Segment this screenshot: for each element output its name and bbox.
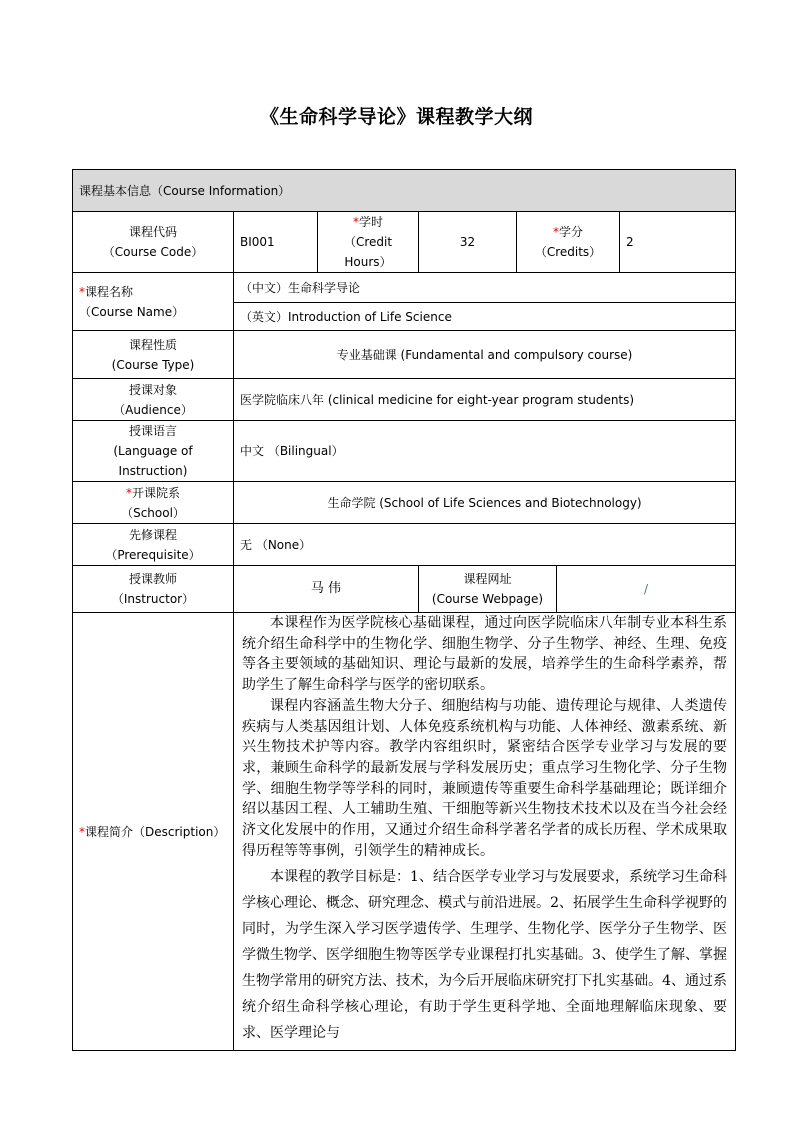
required-mark: * <box>352 215 359 229</box>
credit-hours-label <box>318 212 419 273</box>
instructor-label-cn: 授课教师 <box>128 572 177 586</box>
required-mark: * <box>125 485 132 500</box>
instructor-label <box>73 566 234 613</box>
school-label <box>73 482 234 524</box>
audience-label-en: （Audience） <box>113 402 193 417</box>
course-code-label-en: （Course Code） <box>102 245 204 259</box>
course-type-label <box>73 331 234 379</box>
audience-value: 医学院临床八年 (clinical medicine for eight-year program students) <box>234 379 736 421</box>
audience-label <box>73 379 234 421</box>
course-type-value: 专业基础课 (Fundamental and compulsory course) <box>234 331 736 379</box>
page-title: 《生命科学导论》课程教学大纲 <box>259 106 533 128</box>
course-type-label-en: (Course Type) <box>111 357 195 372</box>
course-info-header: 课程基本信息（Course Information） <box>73 170 736 212</box>
required-mark: * <box>79 824 85 839</box>
course-name-label <box>73 273 234 331</box>
webpage-value: / <box>557 566 736 613</box>
credit-hours-value: 32 <box>419 212 517 273</box>
course-code-label <box>73 212 234 273</box>
description-content <box>234 613 736 1051</box>
credits-label-en: （Credits） <box>534 245 602 259</box>
course-info-table <box>72 169 736 1051</box>
required-mark: * <box>79 284 85 299</box>
webpage-label-en: (Course Webpage) <box>431 592 544 606</box>
school-label-en: （School） <box>121 505 185 520</box>
prerequisite-label-cn: 先修课程 <box>128 527 177 542</box>
language-label-en: (Language of Instruction) <box>113 444 193 478</box>
webpage-label <box>419 566 557 613</box>
credits-label-cn: 学分 <box>558 225 583 239</box>
description-paragraph: 本课程的教学目标是：1、结合医学专业学习与发展要求，系统学习生命科学核心理论、概念、研究理念、模式与前沿进展。2、拓展学生生命科学视野的同时，为学生深入学习医学遗传学、生理学、生物化学、医学分子生物学、医学微生物学、医学细胞生物等医学专业课程打扎实基础。3、使学生了解、掌握生物学常用的研究方法、技术，为今后开展临床研究打下扎实基础。4、通过系统介绍生命科学核心理论，有助于学生更科学地、全面地理解临床现象、要求、医学理论与 <box>242 869 728 1042</box>
language-label-cn: 授课语言 <box>128 424 177 438</box>
credits-value: 2 <box>620 212 736 273</box>
instructor-label-en: （Instructor） <box>111 592 195 606</box>
course-name-cn: （中文）生命科学导论 <box>234 273 736 303</box>
credits-label <box>517 212 620 273</box>
course-code-value: BI001 <box>234 212 318 273</box>
course-name-en: （英文）Introduction of Life Science <box>234 303 736 331</box>
school-label-cn: 开课院系 <box>131 485 180 500</box>
instructor-value: 马 伟 <box>234 566 419 613</box>
webpage-label-cn: 课程网址 <box>463 572 512 586</box>
description-label <box>73 613 234 1051</box>
description-label-text: 课程简介（Description） <box>85 824 226 839</box>
credit-hours-label-cn: 学时 <box>358 215 383 229</box>
course-name-label-cn: 课程名称 <box>85 284 134 299</box>
prerequisite-value: 无 （None） <box>234 524 736 566</box>
course-name-label-en: （Course Name） <box>79 304 185 319</box>
language-value: 中文 （Bilingual） <box>234 421 736 482</box>
credit-hours-label-en: （Credit Hours） <box>343 235 393 269</box>
prerequisite-label-en: （Prerequisite） <box>105 547 201 562</box>
audience-label-cn: 授课对象 <box>128 382 177 397</box>
language-label <box>73 421 234 482</box>
course-type-label-cn: 课程性质 <box>128 337 177 352</box>
prerequisite-label <box>73 524 234 566</box>
course-code-label-cn: 课程代码 <box>128 225 177 239</box>
school-value: 生命学院 (School of Life Sciences and Biotechnology) <box>234 482 736 524</box>
required-mark: * <box>552 225 559 239</box>
description-paragraph: 本课程作为医学院核心基础课程，通过向医学院临床八年制专业本科生系统介绍生命科学中的生物化学、细胞生物学、分子生物学、神经、生理、免疫等各主要领域的基础知识、理论与最新的发展，培养学生的生命科学素养，帮助学生了解生命科学与医学的密切联系。 <box>242 615 728 694</box>
description-paragraph: 课程内容涵盖生物大分子、细胞结构与功能、遗传理论与规律、人类遗传疾病与人类基因组计划、人体免疫系统机构与功能、人体神经、激素系统、新兴生物技术护等内容。教学内容组织时，紧密结合医学专业学习与发展的要求，兼顾生命科学的最新发展与学科发展历史；重点学习生物化学、分子生物学、细胞生物学等学科的同时，兼顾遗传等重要生命科学基础理论；既详细介绍以基因工程、人工辅助生殖、干细胞等新兴生物技术技术以及在当今社会经济文化发展中的作用，又通过介绍生命科学著名学者的成长历程、学术成果取得历程等等事例，引领学生的精神成长。 <box>242 697 728 859</box>
